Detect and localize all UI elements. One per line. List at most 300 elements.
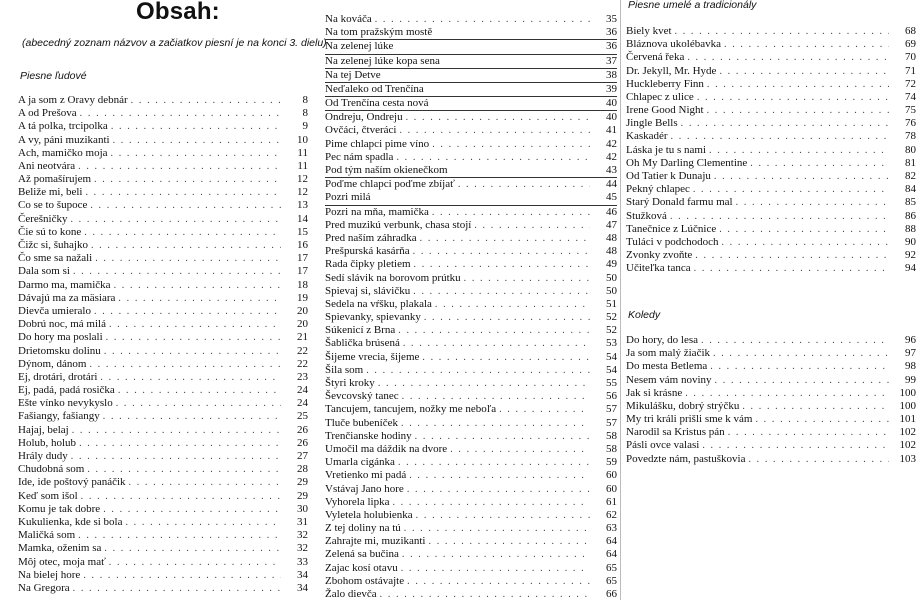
toc-entry-title: Ej, drotári, drotári (18, 370, 98, 383)
toc-entry-page: 71 (905, 64, 916, 77)
toc-entry-title: Huckleberry Finn (626, 77, 704, 90)
toc-entry (626, 104, 916, 117)
toc-entry-title: Štyri kroky (325, 377, 375, 390)
toc-entry-page: 48 (606, 245, 617, 258)
dot-leader (432, 138, 590, 151)
toc-entry-page: 70 (905, 51, 916, 64)
dot-leader (719, 223, 889, 236)
toc-list-folk-1 (18, 94, 308, 595)
toc-entry-page: 59 (606, 456, 617, 469)
toc-entry-page: 40 (606, 97, 617, 110)
dot-leader (85, 186, 281, 199)
toc-entry-title: Trenčianske hodiny (325, 429, 412, 442)
toc-entry (18, 437, 308, 450)
dot-leader (407, 575, 590, 588)
toc-entry (626, 131, 916, 144)
toc-entry-title: Keď som išol (18, 489, 78, 502)
toc-entry-title: Tanečnice z Lúčnice (626, 222, 717, 235)
dot-leader (131, 94, 281, 107)
toc-entry-title: Umočil ma dáždik na dvore (325, 442, 448, 455)
toc-entry (18, 186, 308, 199)
toc-entry-page: 62 (606, 508, 617, 521)
toc-entry-page: 30 (297, 502, 308, 515)
toc-entry (626, 249, 916, 262)
toc-entry-title: Vyletela holubienka (325, 508, 413, 521)
dot-leader (450, 443, 590, 456)
toc-entry-title: Ševcovský tanec (325, 390, 399, 403)
dot-leader (413, 245, 590, 258)
toc-entry (325, 258, 617, 271)
dot-leader (80, 107, 281, 120)
toc-entry-title: Komu je tak dobre (18, 502, 101, 515)
toc-entry (18, 542, 308, 555)
toc-entry-page: 88 (905, 222, 916, 235)
toc-entry (18, 147, 308, 160)
toc-entry (325, 125, 617, 138)
dot-leader (458, 178, 590, 191)
toc-entry (325, 483, 617, 496)
toc-entry-title: Dala som si (18, 265, 70, 278)
toc-entry-title: Na tej Detve (325, 68, 381, 81)
toc-entry-title: Ondreju, Ondreju (325, 111, 403, 124)
dot-leader (407, 483, 590, 496)
toc-entry-page: 20 (297, 304, 308, 317)
toc-entry (626, 196, 916, 209)
dot-leader (91, 239, 281, 252)
toc-entry (18, 503, 308, 516)
toc-entry (626, 65, 916, 78)
toc-entry (325, 272, 617, 285)
toc-entry (626, 170, 916, 183)
toc-entry (626, 374, 916, 387)
toc-entry-page: 12 (297, 173, 308, 186)
toc-entry-page: 82 (905, 170, 916, 183)
toc-entry-title: Na zelenej lúke kopa sena (325, 54, 440, 67)
toc-entry-title: Vretienko mi padá (325, 469, 407, 482)
toc-entry-title: Pekný chlapec (626, 183, 690, 196)
toc-entry (325, 417, 617, 430)
dot-leader (114, 279, 281, 292)
dot-leader (422, 351, 590, 364)
toc-entry-page: 85 (905, 196, 916, 209)
dot-leader (736, 196, 889, 209)
toc-entry-page: 80 (905, 143, 916, 156)
toc-entry (18, 94, 308, 107)
toc-entry-page: 28 (297, 463, 308, 476)
toc-entry (626, 334, 916, 347)
toc-entry-title: Červená řeka (626, 51, 685, 64)
toc-entry-page: 42 (606, 137, 617, 150)
toc-entry-page: 56 (606, 390, 617, 403)
toc-entry (18, 213, 308, 226)
toc-entry-title: Zvonky zvoňte (626, 249, 693, 262)
toc-entry (325, 232, 617, 245)
toc-entry-page: 72 (905, 77, 916, 90)
toc-entry-page: 90 (905, 235, 916, 248)
toc-entry-title: Ach, mamičko moja (18, 146, 108, 159)
toc-entry (626, 91, 916, 104)
toc-entry-title: Pred muzikú verbunk, chasa stojí (325, 218, 472, 231)
toc-entry (18, 411, 308, 424)
toc-entry-title: Na zelenej lúke (325, 40, 394, 53)
toc-entry-page: 58 (606, 442, 617, 455)
dot-leader (714, 170, 889, 183)
dot-leader (104, 542, 281, 555)
toc-entry-title: Zajac kosí otavu (325, 561, 398, 574)
toc-entry-page: 29 (297, 476, 308, 489)
toc-entry (325, 298, 617, 311)
toc-entry (18, 292, 308, 305)
toc-entry-title: A vy, páni muzikanti (18, 133, 110, 146)
toc-entry-page: 39 (606, 82, 617, 95)
dot-leader (702, 439, 889, 452)
toc-entry (325, 351, 617, 364)
toc-entry-title: Pozri na mňa, mamička (325, 205, 429, 218)
toc-entry-title: Hajaj, belaj (18, 423, 69, 436)
toc-entry-page: 40 (606, 111, 617, 124)
dot-leader (103, 410, 281, 423)
toc-entry (325, 111, 617, 124)
dot-leader (402, 390, 590, 403)
toc-entry-page: 27 (297, 450, 308, 463)
toc-entry (626, 183, 916, 196)
dot-leader (87, 463, 281, 476)
toc-entry-page: 50 (606, 271, 617, 284)
toc-entry-page: 52 (606, 324, 617, 337)
dot-leader (78, 160, 281, 173)
dot-leader (416, 509, 590, 522)
toc-entry-page: 32 (297, 529, 308, 542)
toc-entry (325, 469, 617, 482)
toc-entry-title: Na Gregora (18, 581, 70, 594)
toc-entry (325, 26, 617, 40)
toc-entry-page: 17 (297, 265, 308, 278)
toc-entry (18, 358, 308, 371)
dot-leader (420, 232, 590, 245)
toc-entry-page: 35 (606, 12, 617, 25)
toc-entry-page: 65 (606, 574, 617, 587)
toc-entry-page: 34 (297, 568, 308, 581)
dot-leader (109, 556, 281, 569)
toc-entry (18, 397, 308, 410)
dot-leader (129, 476, 281, 489)
toc-entry-page: 49 (606, 258, 617, 271)
toc-entry-title: Poďme chlapci poďme zbíjať (325, 178, 455, 191)
toc-entry (325, 588, 617, 601)
toc-entry (18, 265, 308, 278)
toc-entry (626, 262, 916, 275)
dot-leader (375, 13, 590, 26)
toc-entry-page: 47 (606, 218, 617, 231)
toc-entry (325, 338, 617, 351)
toc-entry (626, 236, 916, 249)
dot-leader (90, 199, 281, 212)
dot-leader (401, 417, 590, 430)
toc-entry-title: Čo sme sa nažali (18, 252, 93, 265)
toc-entry (626, 223, 916, 236)
toc-entry-page: 64 (606, 535, 617, 548)
toc-entry (325, 69, 617, 83)
dot-leader (671, 130, 889, 143)
toc-entry-page: 24 (297, 384, 308, 397)
toc-entry-title: Do hory ma poslali (18, 331, 103, 344)
toc-entry-title: Až pomašírujem (18, 173, 92, 186)
toc-entry-page: 74 (905, 90, 916, 103)
toc-entry (325, 364, 617, 377)
dot-leader (750, 157, 889, 170)
toc-entry (18, 134, 308, 147)
dot-leader (70, 213, 281, 226)
toc-entry-title: Co se to šupoce (18, 199, 88, 212)
toc-entry (18, 529, 308, 542)
toc-entry (18, 371, 308, 384)
dot-leader (111, 120, 281, 133)
dot-leader (380, 588, 590, 601)
dot-leader (111, 147, 281, 160)
toc-entry-title: Fašiangy, fašiangy (18, 410, 100, 423)
toc-entry (626, 144, 916, 157)
dot-leader (670, 210, 889, 223)
toc-entry-title: Povedzte nám, pastuškovia (626, 452, 746, 465)
toc-entry-page: 65 (606, 561, 617, 574)
toc-entry (325, 430, 617, 443)
toc-entry-title: Zbohom ostávajte (325, 574, 405, 587)
dot-leader (432, 206, 590, 219)
toc-entry-page: 34 (297, 581, 308, 594)
dot-leader (721, 236, 889, 249)
toc-entry (325, 496, 617, 509)
dot-leader (106, 331, 281, 344)
toc-entry-title: Rada čipky pletiem (325, 258, 411, 271)
toc-entry-page: 24 (297, 397, 308, 410)
toc-entry-page: 26 (297, 423, 308, 436)
toc-entry-page: 31 (297, 515, 308, 528)
dot-leader (707, 78, 889, 91)
dot-leader (100, 371, 281, 384)
toc-entry-page: 54 (606, 363, 617, 376)
toc-entry-title: Šila som (325, 363, 364, 376)
toc-entry-title: Láska je tu s nami (626, 143, 707, 156)
toc-list-carols (626, 334, 916, 466)
dot-leader (94, 173, 281, 186)
toc-entry-page: 8 (302, 93, 308, 106)
dot-leader (84, 226, 281, 239)
dot-leader (78, 529, 281, 542)
toc-entry-title: Prešpurská kasárňa (325, 245, 410, 258)
dot-leader (125, 516, 281, 529)
toc-entry-page: 14 (297, 212, 308, 225)
toc-entry-title: Pime chlapci pime víno (325, 137, 430, 150)
dot-leader (414, 258, 590, 271)
toc-entry (18, 384, 308, 397)
toc-entry-page: 61 (606, 495, 617, 508)
toc-entry (325, 164, 617, 178)
toc-entry (18, 556, 308, 569)
toc-entry-title: Ja som malý žiačik (626, 347, 711, 360)
dot-leader (109, 318, 281, 331)
toc-entry (626, 157, 916, 170)
toc-entry (626, 117, 916, 130)
page-title: Obsah: (136, 0, 220, 25)
page-subtitle: (abecedný zoznam názvov a začiatkov piesní je na konci 3. dielu) (22, 37, 327, 49)
toc-entry-title: Dobrú noc, má milá (18, 318, 106, 331)
dot-leader (402, 548, 590, 561)
dot-leader (429, 535, 591, 548)
toc-entry-page: 22 (297, 344, 308, 357)
toc-entry-page: 18 (297, 278, 308, 291)
dot-leader (709, 144, 889, 157)
toc-entry-title: Spievaj si, slávičku (325, 284, 411, 297)
toc-entry (18, 200, 308, 213)
dot-leader (415, 430, 590, 443)
toc-entry-page: 58 (606, 429, 617, 442)
toc-entry (325, 83, 617, 97)
toc-entry-page: 92 (905, 249, 916, 262)
toc-entry (626, 400, 916, 413)
toc-entry (18, 582, 308, 595)
dot-leader (701, 334, 889, 347)
dot-leader (79, 437, 281, 450)
toc-entry-title: Šijeme vrecia, šijeme (325, 350, 420, 363)
toc-entry-page: 9 (302, 120, 308, 133)
toc-entry-title: Sedí slávik na borovom prútku (325, 271, 461, 284)
dot-leader (687, 51, 889, 64)
toc-entry-title: Z tej doliny na tú (325, 522, 401, 535)
dot-leader (398, 456, 590, 469)
toc-entry (325, 55, 617, 69)
toc-entry-title: Ovčáci, čtveráci (325, 124, 397, 137)
dot-leader (707, 104, 889, 117)
toc-entry-title: Stužková (626, 209, 667, 222)
dot-leader (116, 397, 281, 410)
toc-entry-page: 23 (297, 370, 308, 383)
toc-entry (18, 226, 308, 239)
toc-entry (626, 51, 916, 64)
toc-entry-page: 81 (905, 156, 916, 169)
dot-leader (403, 337, 590, 350)
toc-entry (18, 569, 308, 582)
toc-entry-title: Dr. Jekyll, Mr. Hyde (626, 64, 717, 77)
dot-leader (113, 134, 281, 147)
dot-leader (378, 377, 590, 390)
toc-list-folk-2 (325, 13, 617, 601)
toc-entry-page: 21 (297, 331, 308, 344)
toc-entry-title: Tluče bubeníček (325, 416, 398, 429)
dot-leader (94, 305, 281, 318)
column-divider (620, 0, 621, 600)
toc-entry-page: 11 (297, 159, 308, 172)
toc-entry-page: 86 (905, 209, 916, 222)
toc-entry (18, 463, 308, 476)
toc-entry-page: 63 (606, 522, 617, 535)
toc-entry-title: A od Prešova (18, 107, 77, 120)
toc-entry-title: Do hory, do lesa (626, 333, 698, 346)
toc-entry-page: 36 (606, 26, 617, 39)
toc-entry-title: Irene Good Night (626, 104, 704, 117)
toc-entry-title: A tá polka, trcipolka (18, 120, 108, 133)
toc-entry-page: 17 (297, 252, 308, 265)
toc-entry-page: 29 (297, 489, 308, 502)
toc-entry-title: Maličká som (18, 529, 76, 542)
dot-leader (71, 450, 281, 463)
toc-entry-page: 53 (606, 337, 617, 350)
toc-entry-title: Kaskadér (626, 130, 668, 143)
toc-entry-page: 98 (905, 360, 916, 373)
toc-entry-title: Chlapec z ulice (626, 90, 694, 103)
toc-entry-title: Čie sú to kone (18, 225, 82, 238)
toc-list-artificial (626, 25, 916, 276)
dot-leader (396, 151, 590, 164)
toc-entry-page: 100 (899, 386, 916, 399)
toc-entry-page: 60 (606, 469, 617, 482)
toc-entry-title: Ani neotvára (18, 159, 76, 172)
toc-entry-title: Do mesta Betlema (626, 360, 708, 373)
toc-entry-title: Narodil sa Kristus pán (626, 426, 725, 439)
toc-entry (626, 347, 916, 360)
dot-leader (104, 345, 281, 358)
toc-entry-page: 76 (905, 117, 916, 130)
toc-entry-page: 101 (899, 413, 916, 426)
toc-entry (325, 219, 617, 232)
toc-entry-title: Tancujem, tancujem, nožky me neboľa (325, 403, 497, 416)
section-heading-artificial: Piesne umelé a tradicionály (628, 0, 757, 11)
toc-entry-title: Môj otec, moja mať (18, 555, 106, 568)
toc-entry-title: Čižc si, šuhajko (18, 239, 88, 252)
toc-entry-page: 50 (606, 284, 617, 297)
toc-entry-page: 42 (606, 150, 617, 163)
dot-leader (413, 285, 590, 298)
toc-entry (325, 97, 617, 111)
toc-entry-page: 11 (297, 146, 308, 159)
toc-entry (325, 443, 617, 456)
toc-entry-page: 25 (297, 410, 308, 423)
toc-entry-page: 38 (606, 68, 617, 81)
dot-leader (103, 503, 281, 516)
toc-entry (18, 120, 308, 133)
toc-entry-title: Pozri milá (325, 191, 371, 204)
toc-entry-title: Holub, holub (18, 436, 77, 449)
toc-entry-title: Chudobná som (18, 463, 85, 476)
toc-entry-title: Učiteľka tanca (626, 262, 691, 275)
toc-entry-title: Bláznova ukolébavka (626, 38, 721, 51)
toc-entry-page: 10 (297, 133, 308, 146)
toc-entry (325, 311, 617, 324)
toc-entry-title: Na kováča (325, 12, 372, 25)
toc-entry (325, 456, 617, 469)
toc-entry-title: Pásli ovce valasi (626, 439, 700, 452)
toc-entry-page: 68 (905, 24, 916, 37)
toc-entry-page: 16 (297, 239, 308, 252)
toc-entry-title: Pred naším záhradka (325, 231, 417, 244)
dot-leader (474, 219, 590, 232)
toc-entry (325, 522, 617, 535)
toc-entry-title: My tri králi prišli sme k vám (626, 413, 753, 426)
toc-entry-title: Mamka, oženim sa (18, 542, 102, 555)
toc-entry-title: Šablička brúsená (325, 337, 400, 350)
toc-entry-title: Kukulienka, kde si bola (18, 515, 123, 528)
dot-leader (464, 272, 590, 285)
toc-entry (325, 138, 617, 151)
toc-entry-title: Nesem vám noviny (626, 373, 712, 386)
toc-entry-title: Biely kvet (626, 24, 672, 37)
dot-leader (72, 424, 281, 437)
toc-entry (18, 424, 308, 437)
toc-entry (18, 107, 308, 120)
dot-leader (95, 252, 281, 265)
toc-entry (18, 160, 308, 173)
toc-entry (325, 549, 617, 562)
toc-entry-page: 102 (899, 426, 916, 439)
